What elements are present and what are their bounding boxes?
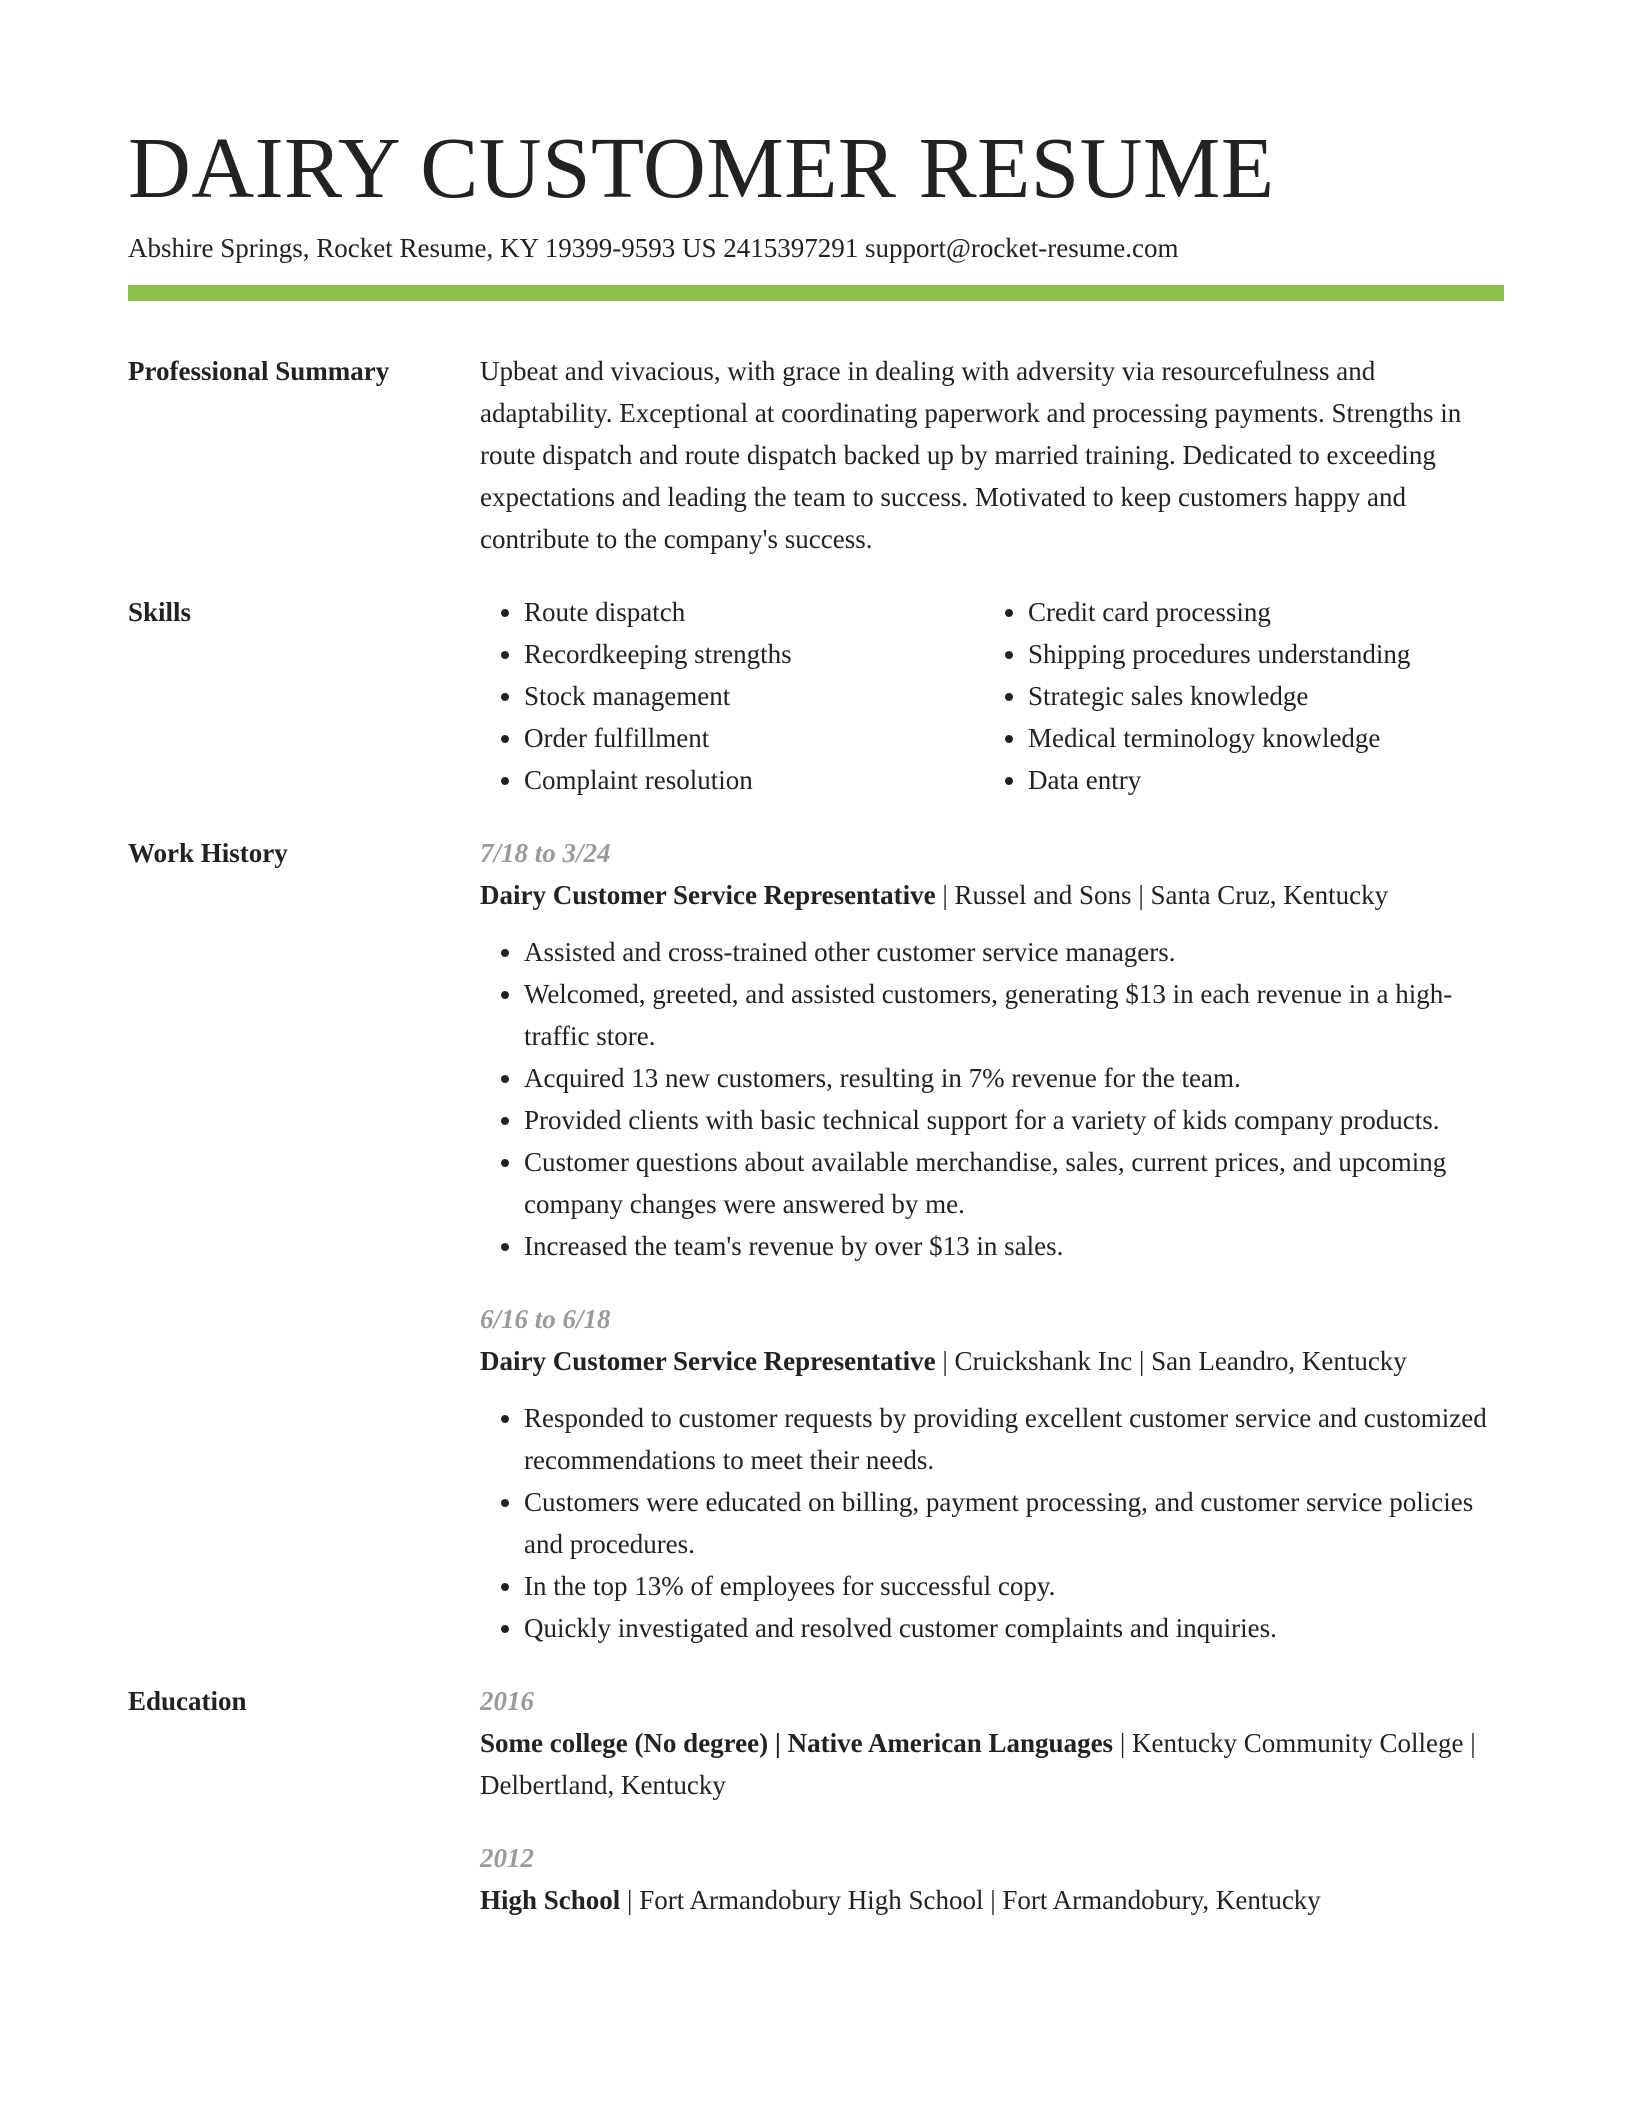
- accent-divider: [128, 285, 1504, 301]
- work-history-section: [128, 832, 1504, 1649]
- skills-body: [480, 591, 1504, 801]
- job-location: | San Leandro, Kentucky: [1132, 1346, 1407, 1376]
- job-bullet: • Customers were educated on billing, payment processing, and customer service policies and procedures.: [524, 1481, 1504, 1565]
- education-entry: [480, 1837, 1504, 1921]
- education-line: [480, 1879, 1504, 1921]
- education-degree: High School: [480, 1885, 621, 1915]
- skills-list-left: [480, 591, 984, 801]
- summary-body: [480, 350, 1504, 560]
- education-year: 2016: [480, 1686, 534, 1716]
- job-bullet: • Increased the team's revenue by over $13 in sales.: [524, 1225, 1504, 1267]
- job-location: | Santa Cruz, Kentucky: [1132, 880, 1389, 910]
- skill-item: • Order fulfillment: [524, 717, 984, 759]
- contact-address: Abshire Springs, Rocket Resume, KY 19399-9593 US: [128, 233, 717, 263]
- job-title-line: [480, 874, 1504, 916]
- job-bullets: [480, 1397, 1504, 1649]
- job-bullet: • In the top 13% of employees for successful copy.: [524, 1565, 1504, 1607]
- skill-item: • Data entry: [1028, 759, 1504, 801]
- skills-section: [128, 591, 1504, 801]
- education-year: 2012: [480, 1843, 534, 1873]
- section-label-education: Education: [128, 1686, 247, 1716]
- job-company: | Cruickshank Inc: [936, 1346, 1133, 1376]
- education-line: [480, 1722, 1504, 1806]
- job-bullet: • Responded to customer requests by providing excellent customer service and customized recommendations to meet their needs.: [524, 1397, 1504, 1481]
- job-bullet: • Acquired 13 new customers, resulting in 7% revenue for the team.: [524, 1057, 1504, 1099]
- skill-item: • Credit card processing: [1028, 591, 1504, 633]
- skill-item: • Shipping procedures understanding: [1028, 633, 1504, 675]
- job-company: | Russel and Sons: [936, 880, 1132, 910]
- education-section: [128, 1680, 1504, 1921]
- skill-item: • Complaint resolution: [524, 759, 984, 801]
- job-title: Dairy Customer Service Representative: [480, 880, 936, 910]
- job-bullet: • Assisted and cross-trained other customer service managers.: [524, 931, 1504, 973]
- skill-item: • Recordkeeping strengths: [524, 633, 984, 675]
- resume-title: DAIRY CUSTOMER RESUME: [128, 119, 1275, 216]
- education-entry: [480, 1680, 1504, 1806]
- job-bullet: • Provided clients with basic technical support for a variety of kids company products.: [524, 1099, 1504, 1141]
- education-body: [480, 1680, 1504, 1921]
- resume-sections: [128, 350, 1504, 1952]
- education-degree: Some college (No degree) | Native American Languages: [480, 1728, 1114, 1758]
- job-title-line: [480, 1340, 1504, 1382]
- job-bullet: • Welcomed, greeted, and assisted customers, generating $13 in each revenue in a high-traffic store.: [524, 973, 1504, 1057]
- section-label-skills: Skills: [128, 597, 192, 627]
- skills-list-right: [984, 591, 1504, 801]
- work-history-body: [480, 832, 1504, 1649]
- summary-section: [128, 350, 1504, 560]
- section-label-work-history: Work History: [128, 838, 288, 868]
- education-school: | Fort Armandobury High School: [620, 1885, 983, 1915]
- contact-phone: 2415397291: [723, 233, 859, 263]
- section-label-summary: Professional Summary: [128, 356, 390, 386]
- education-location: | Fort Armandobury, Kentucky: [983, 1885, 1320, 1915]
- skill-item: • Medical terminology knowledge: [1028, 717, 1504, 759]
- job-bullet: • Quickly investigated and resolved customer complaints and inquiries.: [524, 1607, 1504, 1649]
- job-title: Dairy Customer Service Representative: [480, 1346, 936, 1376]
- skill-item: • Route dispatch: [524, 591, 984, 633]
- contact-email[interactable]: support@rocket-resume.com: [864, 233, 1179, 263]
- job-dates: 7/18 to 3/24: [480, 838, 611, 868]
- job-entry: [480, 1298, 1504, 1649]
- skill-item: • Strategic sales knowledge: [1028, 675, 1504, 717]
- summary-text: Upbeat and vivacious, with grace in dealing with adversity via resourcefulness and adaptability. Exceptional at coordinating paperwork and processing payments. Strengths in route dispatch and route dispatch backed up by married training. Dedicated to exceeding expectations and leading the team to success. Motivated to keep customers happy and contribute to the company's success.: [480, 356, 1462, 554]
- education-location: | Delbertland, Kentucky: [480, 1728, 1476, 1800]
- skill-item: • Stock management: [524, 675, 984, 717]
- education-school: | Kentucky Community College: [1113, 1728, 1463, 1758]
- job-bullet: • Customer questions about available merchandise, sales, current prices, and upcoming company changes were answered by me.: [524, 1141, 1504, 1225]
- job-dates: 6/16 to 6/18: [480, 1304, 611, 1334]
- contact-line: [128, 232, 1179, 264]
- job-entry: [480, 832, 1504, 1267]
- job-bullets: [480, 931, 1504, 1267]
